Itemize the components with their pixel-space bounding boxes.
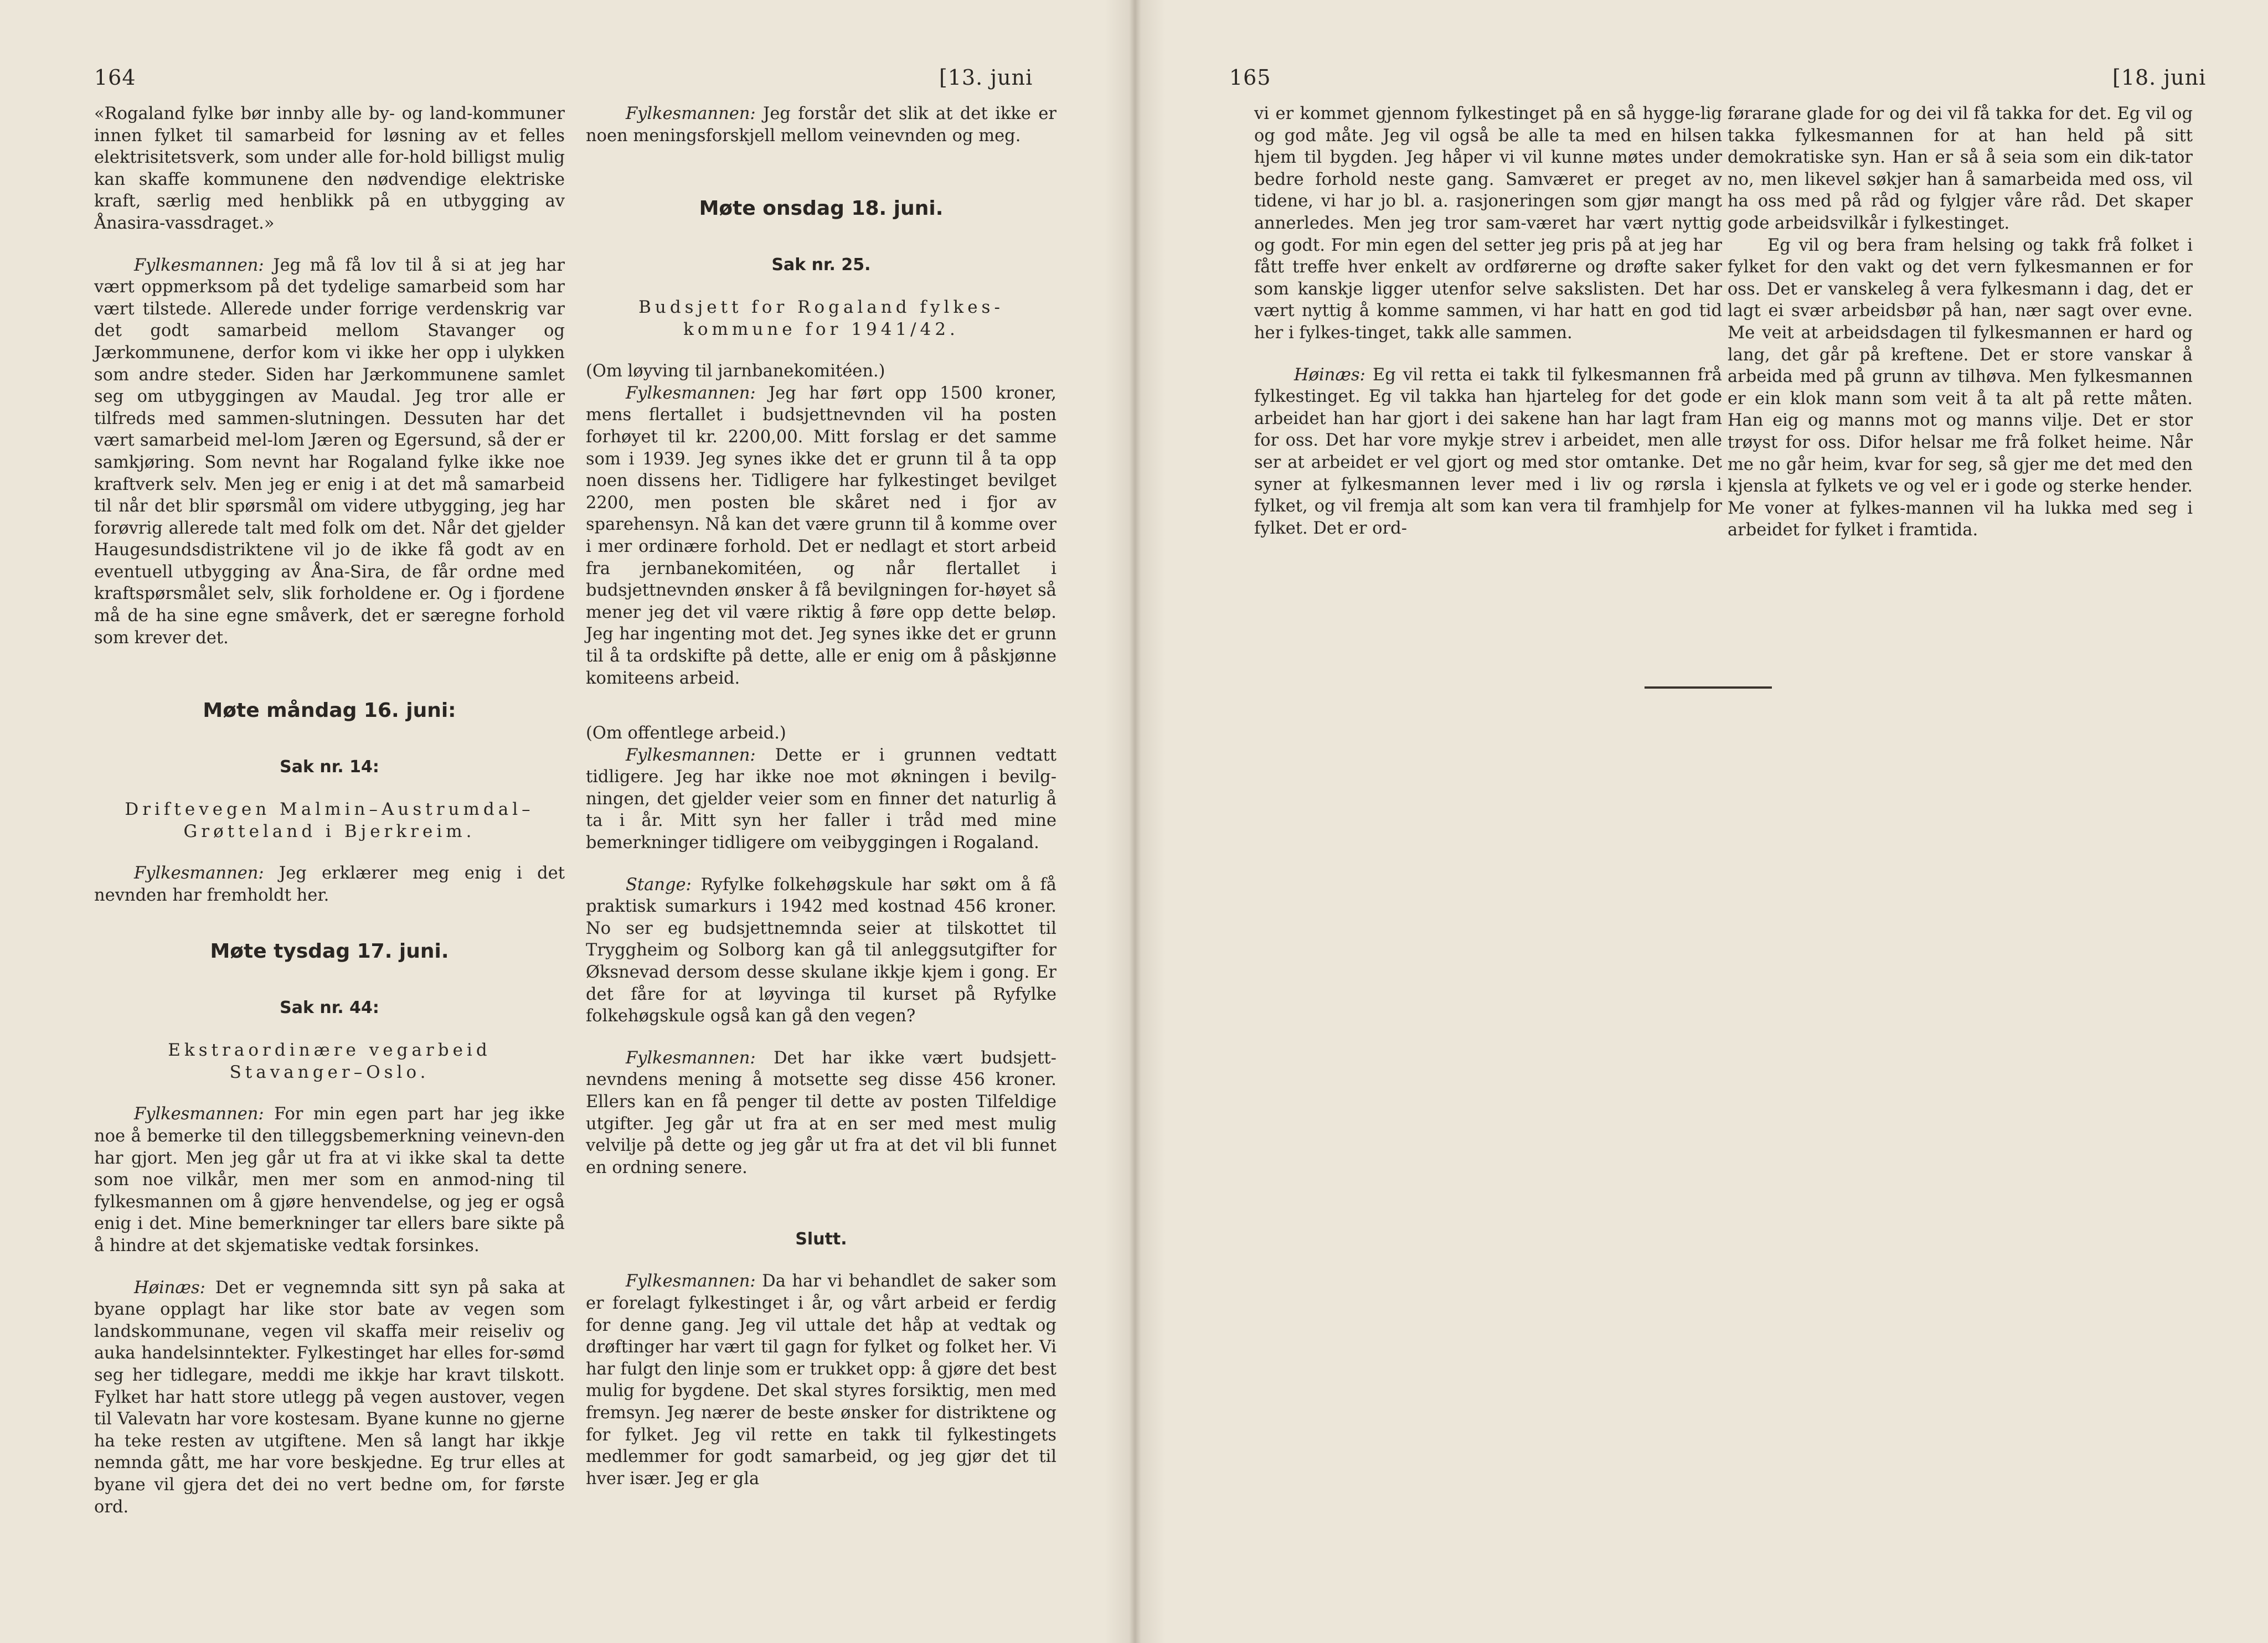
speech-paragraph <box>94 255 565 649</box>
speech-text: Dette er i grunnen vedtatt tidligere. Jeg har ikke noe mot økningen i bevilg-ningen, det gjelder veier som en finner det naturlig å ta i år. Mitt syn her faller i tråd med mine bemerkninger tidligere om veibyggingen i Rogaland. <box>586 745 1056 853</box>
end-rule <box>1645 686 1772 689</box>
speaker-name: Høinæs: <box>134 1278 205 1298</box>
speech-paragraph <box>586 745 1056 854</box>
spacer <box>94 843 565 862</box>
speaker-name: Høinæs: <box>1294 365 1365 385</box>
meeting-heading: Møte tysdag 17. juni. <box>210 940 449 963</box>
case-title: kommune for 1941/42. <box>683 319 959 340</box>
speech-text: For min egen part har jeg ikke noe å bemerke til den tilleggsbemerkning veinevn-den har gjort. Men jeg går ut fra at vi ikke skal ta dette som noe vilkår, men mer som en anmod-ning til fylkesmannen om å gjøre henvendelse, og jeg er også enig i det. Mine bemerkninger tar ellers bare sikte på å hindre at det skjematiske vedtak forsinkes. <box>94 1104 565 1256</box>
speech-text: Det har ikke vært budsjett-nevndens mening å motsette seg disse 456 kroner. Ellers kan en få penger til dette av posten Tilfeldige utgifter. Jeg går ut fra at en ser med mest mulig velvilje på dette og jeg går ut fra at det vil bli funnet en ordning senere. <box>586 1048 1056 1177</box>
case-title: Driftevegen Malmin–Austrumdal– <box>125 799 534 820</box>
speaker-name: Fylkesmannen: <box>626 1048 756 1068</box>
speech-paragraph <box>1254 364 1722 540</box>
speech-paragraph <box>94 1103 565 1257</box>
speech-paragraph <box>586 874 1056 1027</box>
page-number: 165 <box>1229 65 1271 90</box>
case-heading: Sak nr. 14: <box>280 757 379 777</box>
speech-paragraph <box>586 1270 1056 1490</box>
spacer <box>94 906 565 939</box>
page-date: [13. juni <box>939 65 1033 90</box>
speaker-name: Fylkesmannen: <box>626 745 756 765</box>
spacer <box>586 689 1056 722</box>
spacer <box>586 1027 1056 1047</box>
speech-text: Jeg forstår det slik at det ikke er noen meningsforskjell mellom veinevnden og meg. <box>586 104 1056 146</box>
speech-text: Jeg må få lov til å si at jeg har vært oppmerksom på det tydelige samarbeid som har vært tilstede. Allerede under forrige verdenskrig var det godt samarbeid mellom Stavanger og Jærkommunene, derfor kom vi ikke her opp i ulykken som andre steder. Siden har Jærkommunene samlet seg om utbyggingen av Maudal. Jeg tror alle er tilfreds med sammen-slutningen. Dessuten har det vært samarbeid mel-lom Jæren og Egersund, så der er samkjøring. Som nevnt har Rogaland fylke ikke noe kraftverk selv. Men jeg er enig i at det må samarbeid til når det blir spørsmål om videre utbygging, jeg har forøvrig allerede talt med folk om det. Når det gjelder Haugesundsdistriktene vil jo de ikke få godt av en eventuell utbygging av Åna-Sira, de får ordne med kraftspørsmålet selv, slik forholdene er. Og i fjordene må de ha sine egne småverk, det er særegne forhold som krever det. <box>94 255 565 648</box>
body-paragraph: Eg vil og bera fram helsing og takk frå folket i fylket for den vakt og det vern fylkesmannen er for oss. Det er vanskeleg å vera fylkesmann i dag, det er lagt ei svær arbeidsbør på han, nær sagt over evne. Me veit at arbeidsdagen til fylkesmannen er hard og lang, det går på kreftene. Det er store vanskar å arbeida med på grunn av tilhøva. Men fylkesmannen er ein klok mann som veit å ta alt på rette måten. Han eig og manns mot og manns vilje. Det er stor trøyst for oss. Difor helsar me frå folket heime. Når me no går heim, kvar for seg, så gjer me det med den kjensla at fylkets ve og vel er i gode og sterke hender. Me voner at fylkes-mannen vil ha lukka med seg i arbeidet for fylket i framtida. <box>1728 235 2193 540</box>
spacer <box>94 1019 565 1039</box>
speech-text: Ryfylke folkehøgskule har søkt om å få praktisk sumarkurs i 1942 med kostnad 456 kroner. No ser eg budsjettnemnda seier at tilskottet til Tryggheim og Solborg kan gå til anleggsutgifter for Øksnevad dersom desse skulane ikkje kjem i gong. Er det fåre for at løyvinga til kurset på Ryfylke folkehøgskule også kan gå den vegen? <box>586 875 1056 1026</box>
case-heading: Sak nr. 44: <box>280 998 379 1018</box>
page-date: [18. juni <box>2112 65 2207 90</box>
body-paragraph: førarane glade for og dei vil få takka for det. Eg vil og takka fylkesmannen for at han held på sitt demokratiske syn. Han er så å seia som ein dik-tator no, men likevel søkjer han å samarbeida med oss, vil ha oss med på råd og fylgjer våre råd. Det skaper gode arbeidsvilkår i fylkestinget. <box>1728 104 2193 233</box>
speech-paragraph <box>586 103 1056 147</box>
spacer <box>94 1083 565 1103</box>
speaker-name: Fylkesmannen: <box>134 255 264 275</box>
section-note: (Om offentlege arbeid.) <box>586 724 786 743</box>
speech-text: Eg vil retta ei takk til fylkesmannen frå fylkestinget. Eg vil takka han hjarteleg for det gode arbeidet han har gjort i dei sakene han har lagt fram for oss. Det har vore mykje strev i arbeidet, men alle ser at arbeidet er vel gjort og med stor omtanke. Det syner at fylkesmannen lever med i liv og rørsla i fylket, og vil fremja alt som kan vera til framhjelp for fylket. Det er ord- <box>1254 365 1722 538</box>
spacer <box>94 235 565 255</box>
spacer <box>586 276 1056 296</box>
speech-paragraph <box>586 1047 1056 1179</box>
speaker-name: Fylkesmannen: <box>626 1272 756 1291</box>
speech-paragraph <box>94 1277 565 1518</box>
section-note: (Om løyving til jarnbanekomitéen.) <box>586 361 885 381</box>
meeting-heading: Møte onsdag 18. juni. <box>699 197 944 220</box>
left-column-1 <box>94 103 565 1518</box>
speaker-name: Fylkesmannen: <box>134 864 264 884</box>
case-title: Budsjett for Rogaland fylkes- <box>638 297 1004 318</box>
page-number: 164 <box>94 65 136 90</box>
spacer <box>586 147 1056 197</box>
spacer <box>586 1179 1056 1228</box>
case-title: Grøtteland i Bjerkreim. <box>183 822 476 842</box>
case-title: Stavanger–Oslo. <box>229 1062 430 1083</box>
body-paragraph: «Rogaland fylke bør innby alle by- og land-kommuner innen fylket til samarbeid for løsning av et felles elektrisitetsverk, som under alle for-hold billigst mulig kan skaffe kommunene den nødvendige elektriske kraft, særlig med henblikk på en utbygging av Ånasira-vassdraget.» <box>94 104 565 233</box>
case-title: Ekstraordinære vegarbeid <box>168 1040 491 1061</box>
speech-text: Jeg har ført opp 1500 kroner, mens flertallet i budsjettnevnden vil ha posten forhøyet til kr. 2200,00. Mitt forslag er det samme som i 1939. Jeg synes ikke det er grunn til å ta opp noen dissens her. Tidligere har fylkestinget bevilget 2200, men posten ble skåret ned i fjor av sparehensyn. Nå kan det være grunn til å komme over i mer ordinære forhold. Det er nedlagt et stort arbeid fra jernbanekomitéen, og når flertallet i budsjettnevnden ønsker å få bevilgningen for-høyet så mener jeg det vil være riktig å føre opp dette beløp. Jeg har ingenting mot det. Jeg synes ikke det er grunn til å ta ordskifte på dette, alle er enig om å påskjønne komiteens arbeid. <box>586 383 1056 688</box>
speaker-name: Fylkesmannen: <box>134 1104 264 1124</box>
speech-text: Jeg erklærer meg enig i det nevnden har fremholdt her. <box>94 864 565 905</box>
spacer <box>1254 344 1722 364</box>
spacer <box>94 778 565 798</box>
case-heading: Sak nr. 25. <box>771 255 871 275</box>
spacer <box>586 1251 1056 1270</box>
right-column-1 <box>1254 103 1722 539</box>
speaker-name: Stange: <box>626 875 692 895</box>
spacer <box>94 649 565 699</box>
meeting-heading: Møte måndag 16. juni: <box>203 699 456 722</box>
right-page <box>1138 0 2268 1643</box>
body-paragraph: vi er kommet gjennom fylkestinget på en så hygge-lig og god måte. Jeg vil også be alle ta med en hilsen hjem til bygden. Jeg håper vi vil kunne møtes under bedre forhold neste gang. Samværet er preget av tidene, vi har jo bl. a. rasjoneringen som gjør mangt annerledes. Men jeg tror sam-været har vært nyttig og godt. For min egen del setter jeg pris på at jeg har fått treffe hver enkelt av ordførerne og drøfte saker som kanskje ligger utenfor selve sakslisten. Det har vært nyttig å komme sammen, vi har hatt en god tid her i fylkes-tinget, takk alle sammen. <box>1254 104 1722 343</box>
spacer <box>586 340 1056 360</box>
speech-text: Da har vi behandlet de saker som er forelagt fylkestinget i år, og vårt arbeid er ferdig for denne gang. Jeg vil uttale det håp at vedtak og drøftinger har vært til gagn for fylket og folket her. Vi har fulgt den linje som er trukket opp: å gjøre det best mulig for bygdene. Det skal styres forsiktig, men med fremsyn. Jeg nærer de beste ønsker for distriktene og for fylket. Jeg vil rette en takk til fylkestingets medlemmer for godt samarbeid, og jeg gjør det til hver især. Jeg er gla <box>586 1272 1056 1489</box>
speaker-name: Fylkesmannen: <box>626 104 756 123</box>
speech-paragraph <box>586 383 1056 689</box>
book-gutter <box>1105 0 1166 1643</box>
speech-text: Det er vegnemnda sitt syn på saka at byane opplagt har like stor bate av vegen som landskommunane, vegen vil skaffa meir reiseliv og auka handelsinntekter. Fylkestinget har elles for-sømd seg her tidlegare, meddi me ikkje har kravt tilskott. Fylket har hatt store utlegg på vegen austover, vegen til Valevatn har vore kostesam. Byane kunne no gjerne ha teke resten av utgiftene. Men så langt har ikkje nemnda gått, me har vore beskjedne. Eg trur elles at byane vil gjera det dei no vert bedne om, for første ord. <box>94 1278 565 1517</box>
spacer <box>94 964 565 997</box>
speech-paragraph <box>94 862 565 906</box>
speaker-name: Fylkesmannen: <box>626 383 756 403</box>
right-column-2 <box>1728 103 2193 541</box>
spacer <box>586 854 1056 874</box>
spacer <box>94 1257 565 1277</box>
spacer <box>586 221 1056 254</box>
case-heading: Slutt. <box>795 1229 847 1249</box>
left-column-2 <box>586 103 1056 1490</box>
spacer <box>94 723 565 756</box>
